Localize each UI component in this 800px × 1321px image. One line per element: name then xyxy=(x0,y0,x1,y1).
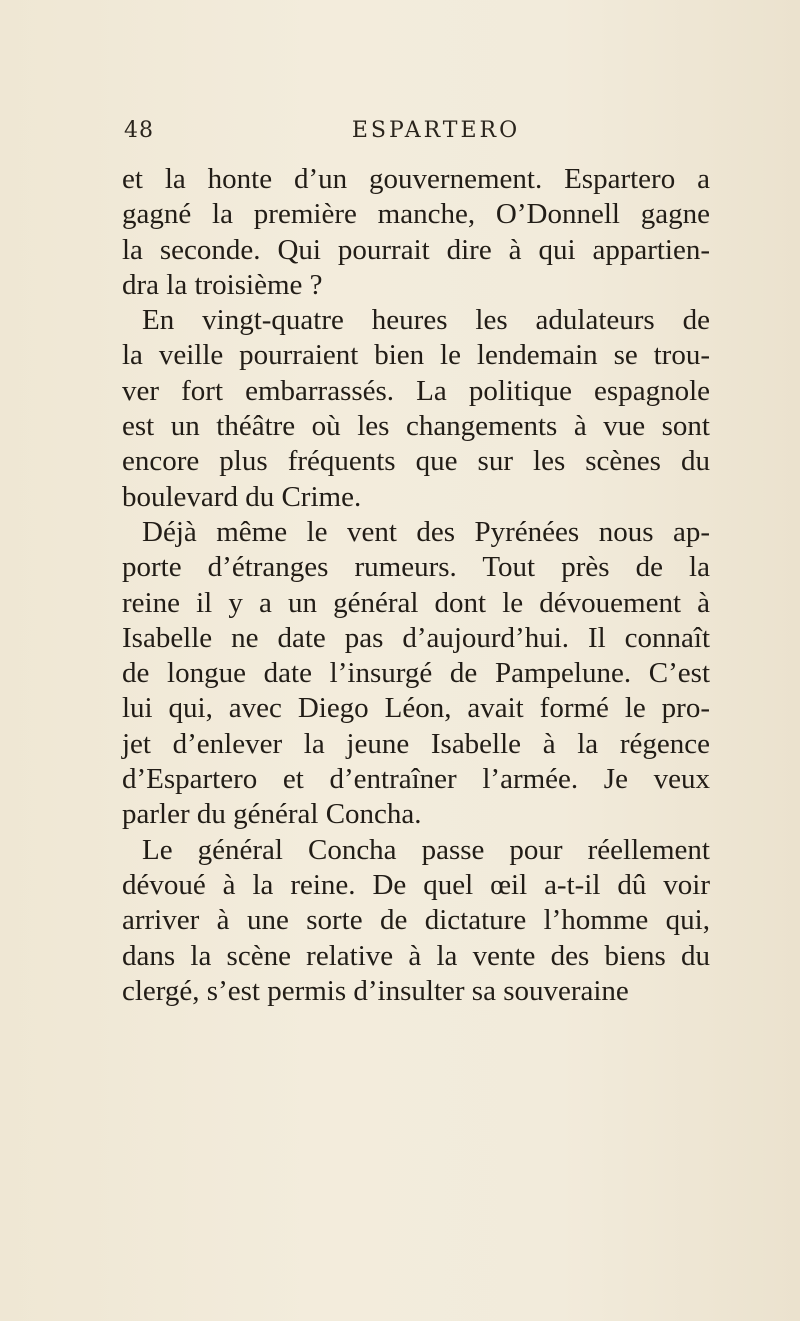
text-line: reine il y a un général dont le dévouement à xyxy=(122,586,710,619)
page-header xyxy=(124,118,708,148)
text-line: est un théâtre où les changements à vue sont xyxy=(122,410,710,443)
text-line: dans la scène relative à la vente des biens du xyxy=(122,939,710,972)
text-line: parler du général Concha. xyxy=(122,798,422,831)
text-line: En vingt-quatre heures les adulateurs de xyxy=(142,304,710,337)
running-title: ESPARTERO xyxy=(351,118,521,143)
page-number: 48 xyxy=(124,118,154,143)
text-line: gagné la première manche, O’Donnell gagne xyxy=(122,198,710,231)
text-line: la veille pourraient bien le lendemain se trou- xyxy=(122,339,710,372)
text-line: Isabelle ne date pas d’aujourd’hui. Il connaît xyxy=(122,621,710,654)
text-line: lui qui, avec Diego Léon, avait formé le pro- xyxy=(122,692,710,725)
text-line: Le général Concha passe pour réellement xyxy=(142,833,710,866)
text-line: boulevard du Crime. xyxy=(122,480,362,513)
text-line: encore plus fréquents que sur les scènes du xyxy=(122,445,710,478)
text-line: de longue date l’insurgé de Pampelune. C’est xyxy=(122,657,710,690)
text-line: et la honte d’un gouvernement. Espartero a xyxy=(122,163,710,195)
text-line: d’Espartero et d’entraîner l’armée. Je veux xyxy=(122,763,710,796)
text-line: clergé, s’est permis d’insulter sa souveraine xyxy=(122,974,629,1007)
body-text xyxy=(122,162,710,1009)
text-line: la seconde. Qui pourrait dire à qui appartien- xyxy=(122,233,710,266)
text-line: ver fort embarrassés. La politique espagnole xyxy=(122,374,710,407)
text-line: dra la troisième ? xyxy=(122,268,323,301)
text-line: jet d’enlever la jeune Isabelle à la régence xyxy=(122,727,710,760)
text-line: Déjà même le vent des Pyrénées nous ap- xyxy=(142,515,710,548)
text-line: arriver à une sorte de dictature l’homme qui, xyxy=(122,904,710,937)
text-line: porte d’étranges rumeurs. Tout près de la xyxy=(122,551,710,584)
text-line: dévoué à la reine. De quel œil a-t-il dû voir xyxy=(122,868,710,901)
